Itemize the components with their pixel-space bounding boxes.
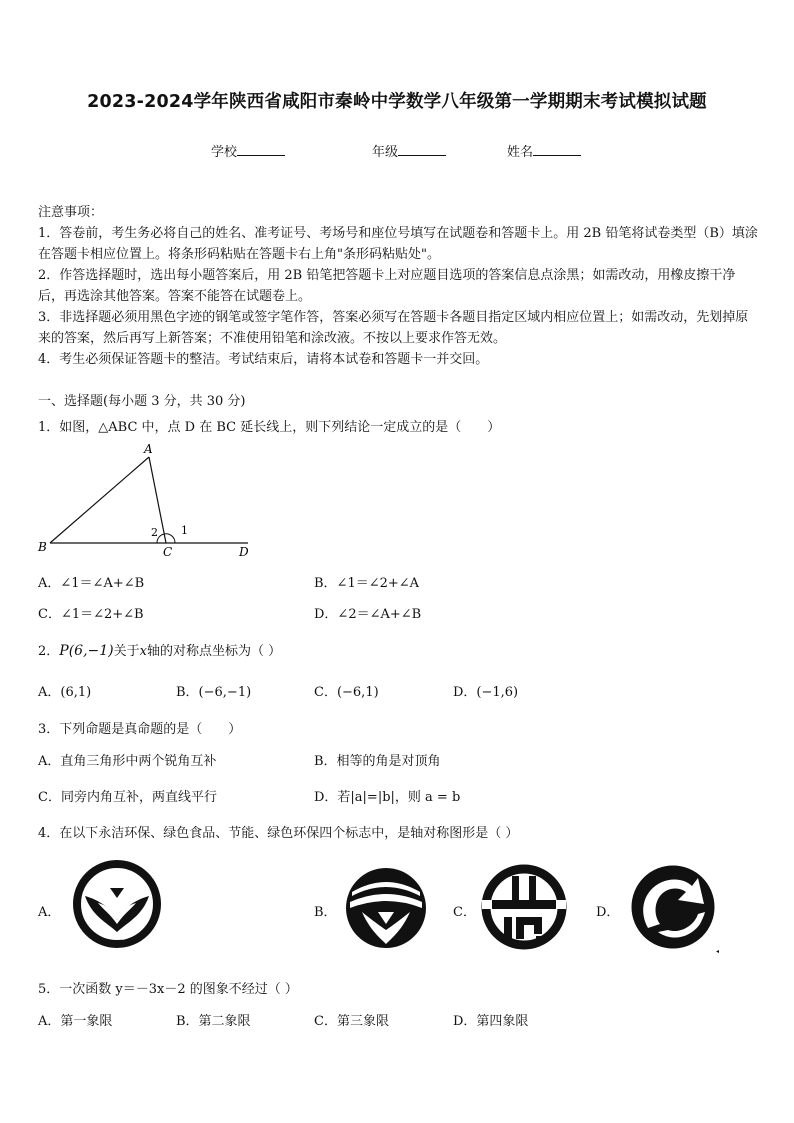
name-field — [507, 141, 581, 160]
q2-stem-mid: 关于 — [113, 644, 140, 659]
green-recycle-logo-icon — [628, 862, 718, 952]
line-ba — [50, 457, 149, 543]
q3-option-d[interactable]: D．若|a|=|b|，则 a = b — [314, 790, 461, 805]
q5-option-a[interactable]: A．第一象限 — [38, 1014, 113, 1029]
name-label: 姓名 — [507, 145, 534, 160]
q2-option-b[interactable]: B．(−6,−1) — [176, 685, 252, 700]
grade-blank — [398, 143, 446, 156]
label-a: A — [144, 442, 153, 456]
label-b: B — [38, 540, 47, 554]
q4-option-a[interactable]: A． — [38, 905, 61, 920]
q4-stem: 4．在以下永洁环保、绿色食品、节能、绿色环保四个标志中，是轴对称图形是（ ） — [38, 826, 519, 841]
q3-stem: 3．下列命题是真命题的是（ ） — [38, 722, 242, 737]
q5-stem: 5．一次函数 y＝－3x－2 的图象不经过（ ） — [38, 982, 298, 997]
q2-stem-suffix: 轴的对称点坐标为（ ） — [146, 644, 282, 659]
yongjie-eco-logo-icon — [72, 858, 162, 950]
notes-item-4: 4．考生必须保证答题卡的整洁。考试结束后，请将本试卷和答题卡一并交回。 — [38, 352, 489, 367]
q1-option-c[interactable]: C．∠1＝∠2+∠B — [38, 607, 144, 622]
q1-option-b[interactable]: B．∠1＝∠2+∠A — [314, 576, 420, 591]
q5-option-d[interactable]: D．第四象限 — [453, 1014, 529, 1029]
school-blank — [237, 143, 285, 156]
q3-option-a[interactable]: A．直角三角形中两个锐角互补 — [38, 754, 217, 769]
q2-option-d[interactable]: D．(−1,6) — [453, 685, 519, 700]
stray-mark: ◂ — [716, 948, 720, 955]
q1-option-d[interactable]: D．∠2＝∠A+∠B — [314, 607, 422, 622]
notes-block — [38, 202, 758, 370]
grade-field — [372, 141, 446, 160]
notes-item-2: 2．作答选择题时，选出每小题答案后，用 2B 铅笔把答题卡上对应题目选项的答案信息点涂黑；如需改动，用橡皮擦干净后，再选涂其他答案。答案不能答在试题卷上。 — [38, 268, 736, 304]
q2-number: 2． — [38, 644, 60, 659]
green-food-logo-icon — [340, 864, 432, 952]
grade-label: 年级 — [372, 145, 399, 160]
q1-triangle-figure — [36, 440, 266, 562]
q2-option-a[interactable]: A．(6,1) — [38, 685, 92, 700]
page-title: 2023-2024学年陕西省咸阳市秦岭中学数学八年级第一学期期末考试模拟试题 — [87, 92, 707, 112]
q5-option-b[interactable]: B．第二象限 — [176, 1014, 251, 1029]
label-c: C — [163, 545, 173, 559]
energy-saving-logo-icon — [478, 862, 570, 952]
q2-point: P(6,−1) — [59, 643, 114, 659]
label-d: D — [239, 545, 249, 559]
q4-option-d[interactable]: D． — [596, 905, 620, 920]
label-angle-2: 2 — [151, 526, 158, 539]
notes-heading: 注意事项： — [38, 205, 104, 220]
q3-option-b[interactable]: B．相等的角是对顶角 — [314, 754, 441, 769]
angle-2-arc — [157, 534, 164, 543]
q2-option-c[interactable]: C．(−6,1) — [314, 685, 379, 700]
q5-option-c[interactable]: C．第三象限 — [314, 1014, 389, 1029]
school-field — [211, 141, 285, 160]
label-angle-1: 1 — [181, 524, 188, 537]
notes-item-3: 3．非选择题必须用黑色字迹的钢笔或签字笔作答，答案必须写在答题卡各题目指定区域内相应位置上；如需改动，先划掉原来的答案，然后再写上新答案；不准使用铅笔和涂改液。不按以上要求作答无效。 — [38, 310, 749, 346]
section-heading: 一、选择题(每小题 3 分，共 30 分) — [38, 394, 246, 409]
q1-stem: 1．如图，△ABC 中，点 D 在 BC 延长线上，则下列结论一定成立的是（ ） — [38, 420, 501, 435]
q2-stem — [38, 640, 281, 659]
name-blank — [533, 143, 581, 156]
q4-option-b[interactable]: B． — [314, 905, 337, 920]
q3-option-c[interactable]: C．同旁内角互补，两直线平行 — [38, 790, 217, 805]
q4-option-c[interactable]: C． — [453, 905, 476, 920]
school-label: 学校 — [211, 145, 238, 160]
notes-item-1: 1．答卷前，考生务必将自己的姓名、准考证号、考场号和座位号填写在试题卷和答题卡上。用 2B 铅笔将试卷类型（B）填涂在答题卡相应位置上。将条形码粘贴在答题卡右上角"条形码粘贴处"。 — [38, 226, 758, 262]
q1-option-a[interactable]: A．∠1＝∠A+∠B — [38, 576, 145, 591]
q2-axis: x — [139, 644, 147, 659]
